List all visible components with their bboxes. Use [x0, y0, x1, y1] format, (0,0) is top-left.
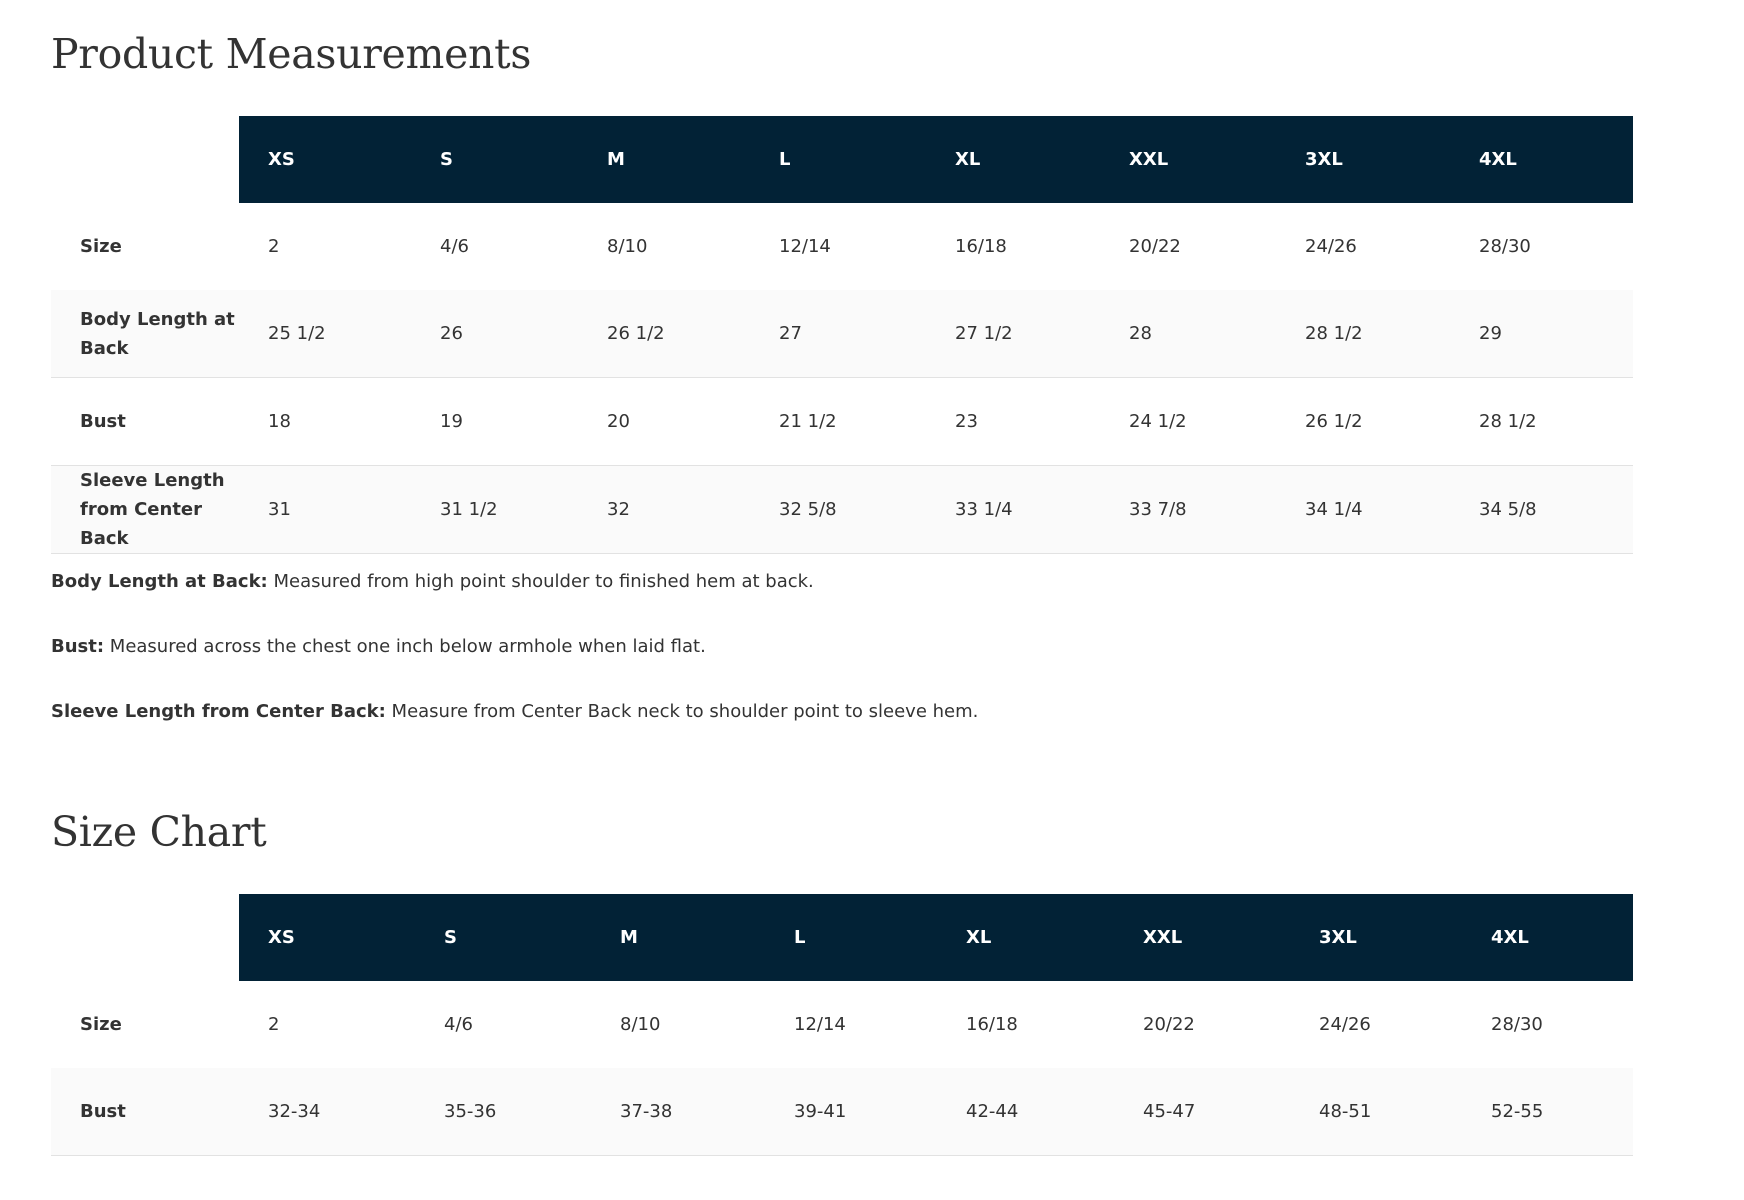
column-header-s: S: [411, 116, 578, 203]
column-header-l: L: [765, 894, 937, 981]
table-cell: 29: [1450, 290, 1633, 378]
table-cell: 28/30: [1491, 1014, 1543, 1035]
table-cell: 23: [926, 378, 1100, 466]
column-header-l: L: [750, 116, 926, 203]
table-cell: 39-41: [765, 1068, 937, 1156]
column-header-m: M: [578, 116, 750, 203]
table-cell: 26 1/2: [1276, 378, 1450, 466]
table-cell: 24/26: [1319, 1014, 1371, 1035]
table-cell: 34 5/8: [1450, 466, 1633, 554]
table-cell: 19: [411, 378, 578, 466]
table-cell: 20: [578, 378, 750, 466]
table-cell: 12/14: [779, 236, 831, 257]
table-cell: 8/10: [607, 236, 648, 257]
column-header-3xl: 3XL: [1290, 894, 1462, 981]
row-label: Size: [80, 236, 122, 257]
table-row-sleeve-length: [51, 466, 1633, 554]
table-cell: 32: [578, 466, 750, 554]
table-cell: 42-44: [937, 1068, 1114, 1156]
table-cell: 34 1/4: [1276, 466, 1450, 554]
note-text: Measure from Center Back neck to shoulder point to sleeve hem.: [385, 701, 979, 722]
table-cell: 33 1/4: [926, 466, 1100, 554]
table-cell: 28: [1100, 290, 1276, 378]
table-cell: 2: [268, 1014, 280, 1035]
row-label: Size: [80, 1014, 122, 1035]
table-header-row: [51, 116, 1633, 203]
table-cell: 18: [239, 378, 411, 466]
table-cell: 25 1/2: [239, 290, 411, 378]
column-header-xl: XL: [926, 116, 1100, 203]
table-cell: 48-51: [1290, 1068, 1462, 1156]
note-bust: [51, 635, 1551, 658]
note-term: Body Length at Back:: [51, 571, 268, 592]
table-row-body-length: [51, 290, 1633, 378]
header-corner: [51, 116, 239, 203]
note-text: Measured from high point shoulder to finished hem at back.: [267, 571, 814, 592]
size-chart-heading: Size Chart: [51, 808, 267, 856]
table-cell: 37-38: [591, 1068, 765, 1156]
column-header-s: S: [415, 894, 591, 981]
table-cell: 16/18: [966, 1014, 1018, 1035]
note-body-length: [51, 570, 1551, 593]
column-header-xxl: XXL: [1100, 116, 1276, 203]
table-cell: 8/10: [620, 1014, 661, 1035]
column-header-xl: XL: [937, 894, 1114, 981]
column-header-4xl: 4XL: [1462, 894, 1633, 981]
table-cell: 31 1/2: [411, 466, 578, 554]
table-cell: 31: [239, 466, 411, 554]
column-header-m: M: [591, 894, 765, 981]
table-cell: 32 5/8: [750, 466, 926, 554]
table-cell: 32-34: [239, 1068, 415, 1156]
measurement-notes: [51, 570, 1551, 765]
table-header-row: [51, 894, 1633, 981]
table-cell: 45-47: [1114, 1068, 1290, 1156]
column-header-3xl: 3XL: [1276, 116, 1450, 203]
note-sleeve-length: [51, 700, 1551, 723]
product-measurements-heading: Product Measurements: [51, 30, 532, 78]
table-cell: 27 1/2: [926, 290, 1100, 378]
row-label: Bust: [51, 378, 239, 466]
table-cell: 35-36: [415, 1068, 591, 1156]
table-cell: 12/14: [794, 1014, 846, 1035]
table-cell: 52-55: [1462, 1068, 1633, 1156]
column-header-4xl: 4XL: [1450, 116, 1633, 203]
table-row-size: [51, 203, 1633, 290]
table-row-size: [51, 981, 1633, 1068]
table-cell: 2: [268, 236, 280, 257]
column-header-xs: XS: [239, 116, 411, 203]
note-term: Bust:: [51, 636, 105, 657]
table-cell: 21 1/2: [750, 378, 926, 466]
column-header-xs: XS: [239, 894, 415, 981]
table-cell: 24/26: [1305, 236, 1357, 257]
column-header-xxl: XXL: [1114, 894, 1290, 981]
table-cell: 27: [750, 290, 926, 378]
table-cell: 24 1/2: [1100, 378, 1276, 466]
row-label: Body Length at Back: [51, 290, 239, 378]
size-chart-table: [51, 894, 1633, 1156]
table-cell: 20/22: [1143, 1014, 1195, 1035]
note-term: Sleeve Length from Center Back:: [51, 701, 386, 722]
table-cell: 4/6: [440, 236, 469, 257]
table-row-bust: [51, 1068, 1633, 1156]
table-cell: 28 1/2: [1450, 378, 1633, 466]
table-cell: 16/18: [955, 236, 1007, 257]
row-label: Sleeve Length from Center Back: [51, 466, 239, 554]
row-label: Bust: [51, 1068, 239, 1156]
table-cell: 26 1/2: [578, 290, 750, 378]
table-cell: 28 1/2: [1276, 290, 1450, 378]
table-cell: 26: [411, 290, 578, 378]
note-text: Measured across the chest one inch below armhole when laid flat.: [104, 636, 706, 657]
header-corner: [51, 894, 239, 981]
table-row-bust: [51, 378, 1633, 466]
table-cell: 4/6: [444, 1014, 473, 1035]
table-cell: 20/22: [1129, 236, 1181, 257]
product-measurements-table: [51, 116, 1633, 554]
table-cell: 33 7/8: [1100, 466, 1276, 554]
table-cell: 28/30: [1479, 236, 1531, 257]
